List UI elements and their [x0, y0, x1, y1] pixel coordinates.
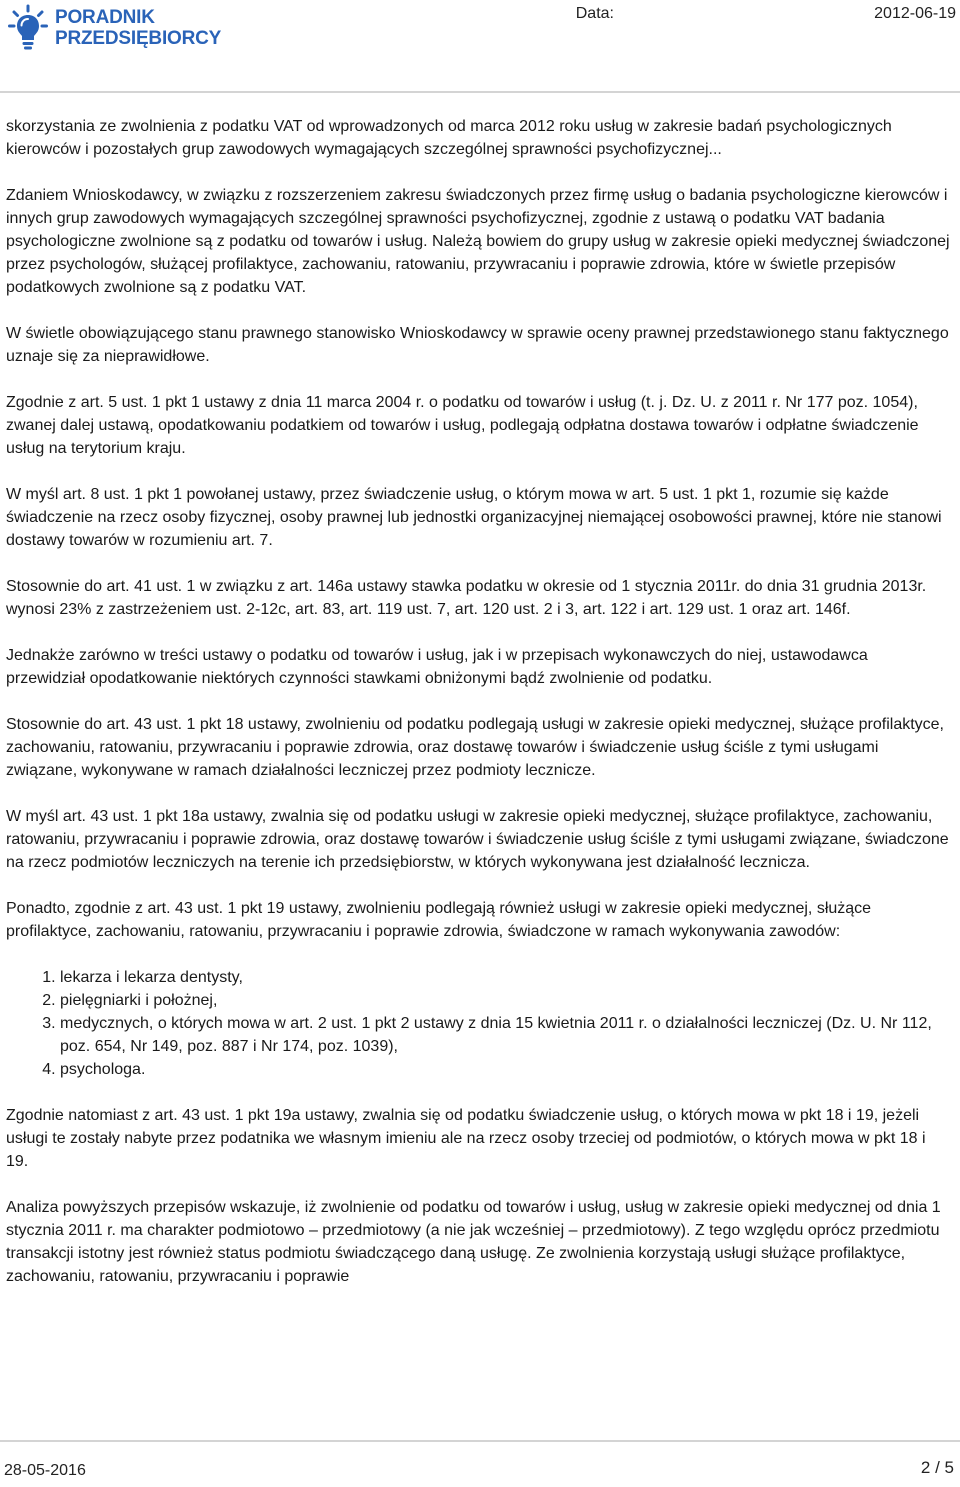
paragraph: W myśl art. 43 ust. 1 pkt 18a ustawy, zwalnia się od podatku usługi w zakresie opieki medycznej, służące profilaktyce, zachowaniu, ratowaniu, przywracaniu i poprawie zdrowia, oraz dostawę towarów i świadczenie usług ściśle z tymi usługami związane, świadczone na rzecz podmiotów leczniczych na terenie ich przedsiębiorstw, w których wykonywana jest działalność lecznicza.: [6, 808, 949, 871]
professions-list: [6, 966, 950, 1081]
paragraph: skorzystania ze zwolnienia z podatku VAT od wprowadzonych od marca 2012 roku usług w zakresie badań psychologicznych kierowców i pozostałych grup zawodowych wymagających szczególnej sprawności psychofizycznej...: [6, 118, 892, 158]
logo-line-1: PORADNIK: [55, 7, 155, 28]
header-divider: [0, 91, 960, 93]
list-item: 3. medycznych, o których mowa w art. 2 ust. 1 pkt 2 ustawy z dnia 15 kwietnia 2011 r. o działalności leczniczej (Dz. U. Nr 112, poz. 654, Nr 149, poz. 887 i Nr 174, poz. 1039),: [60, 1012, 950, 1058]
lightbulb-icon: [8, 4, 48, 52]
logo-wordmark: [55, 7, 221, 49]
site-logo[interactable]: [8, 4, 221, 52]
paragraph: W świetle obowiązującego stanu prawnego stanowisko Wnioskodawcy w sprawie oceny prawnej przedstawionego stanu faktycznego uznaje się za nieprawidłowe.: [6, 325, 949, 365]
paragraph: Analiza powyższych przepisów wskazuje, iż zwolnienie od podatku od towarów i usług, usług w zakresie opieki medycznej od dnia 1 stycznia 2011 r. ma charakter podmiotowo – przedmiotowy (a nie jak wcześniej – przedmiotowy). Z tego względu oprócz przedmiotu transakcji istotny jest również status podmiotu świadczącego daną usługę. Ze zwolnienia korzystają usługi służące profilaktyce, zachowaniu, ratowaniu, przywracaniu i poprawie: [6, 1199, 941, 1285]
paragraph: W myśl art. 8 ust. 1 pkt 1 powołanej ustawy, przez świadczenie usług, o którym mowa w art. 5 ust. 1 pkt 1, rozumie się każde świadczenie na rzecz osoby fizycznej, osoby prawnej lub jednostki organizacyjnej niemającej osobowości prawnej, które nie stanowi dostawy towarów w rozumieniu art. 7.: [6, 486, 942, 549]
footer-divider: [0, 1440, 960, 1442]
date-value: 2012-06-19: [874, 5, 956, 22]
list-item: 2. pielęgniarki i położnej,: [60, 989, 950, 1012]
footer-date: 28-05-2016: [4, 1462, 86, 1479]
paragraph: Stosownie do art. 41 ust. 1 w związku z art. 146a ustawy stawka podatku w okresie od 1 stycznia 2011r. do dnia 31 grudnia 2013r. wynosi 23% z zastrzeżeniem ust. 2-12c, art. 83, art. 119 ust. 7, art. 120 ust. 2 i 3, art. 122 i art. 129 ust. 1 oraz art. 146f.: [6, 578, 927, 618]
paragraph: Zgodnie z art. 5 ust. 1 pkt 1 ustawy z dnia 11 marca 2004 r. o podatku od towarów i usług (t. j. Dz. U. z 2011 r. Nr 177 poz. 1054), zwanej dalej ustawą, opodatkowaniu podatkiem od towarów i usług, podlegają odpłatna dostawa towarów i odpłatne świadczenie usług na terytorium kraju.: [6, 394, 919, 457]
list-item: 4. psychologa.: [60, 1058, 950, 1081]
page-header: [0, 0, 960, 92]
date-label: Data:: [575, 5, 614, 22]
paragraph: Ponadto, zgodnie z art. 43 ust. 1 pkt 19 ustawy, zwolnieniu podlegają również usługi w zakresie opieki medycznej, służące profilaktyce, zachowaniu, ratowaniu, przywracaniu i poprawie zdrowia, świadczone w ramach wykonywania zawodów:: [6, 900, 872, 940]
logo-line-2: PRZEDSIĘBIORCY: [55, 28, 222, 49]
paragraph: Stosownie do art. 43 ust. 1 pkt 18 ustawy, zwolnieniu od podatku podlegają usługi w zakresie opieki medycznej, służące profilaktyce, zachowaniu, ratowaniu, przywracaniu i poprawie zdrowia, oraz dostawę towarów i świadczenie usług ściśle z tymi usługami związane, wykonywane w ramach działalności leczniczej przez podmioty lecznicze.: [6, 716, 944, 779]
list-item: 1. lekarza i lekarza dentysty,: [60, 966, 950, 989]
paragraph: Zgodnie natomiast z art. 43 ust. 1 pkt 19a ustawy, zwalnia się od podatku świadczenie usług, o których mowa w pkt 18 i 19, jeżeli usługi te zostały nabyte przez podatnika we własnym imieniu ale na rzecz osoby trzeciej od podmiotów, o których mowa w pkt 18 i 19.: [6, 1107, 926, 1170]
article-body: [6, 115, 950, 1311]
paragraph: Zdaniem Wnioskodawcy, w związku z rozszerzeniem zakresu świadczonych przez firmę usług o badania psychologiczne kierowców i innych grup zawodowych wymagających szczególnej sprawności psychofizycznej, zgodnie z ustawą o podatku VAT badania psychologiczne zwolnione są z podatku od towarów i usług. Należą bowiem do grupy usług w zakresie opieki medycznej świadczonej przez psychologów, służącej profilaktyce, zachowaniu, ratowaniu, przywracaniu i poprawie zdrowia, które w świetle przepisów podatkowych zwolnione są z podatku VAT.: [6, 187, 950, 296]
document-date: [575, 5, 956, 23]
page-number: 2 / 5: [920, 1458, 954, 1477]
paragraph: Jednakże zarówno w treści ustawy o podatku od towarów i usług, jak i w przepisach wykonawczych do niej, ustawodawca przewidział opodatkowanie niektórych czynności stawkami obniżonymi bądź zwolnienie od podatku.: [6, 647, 868, 687]
